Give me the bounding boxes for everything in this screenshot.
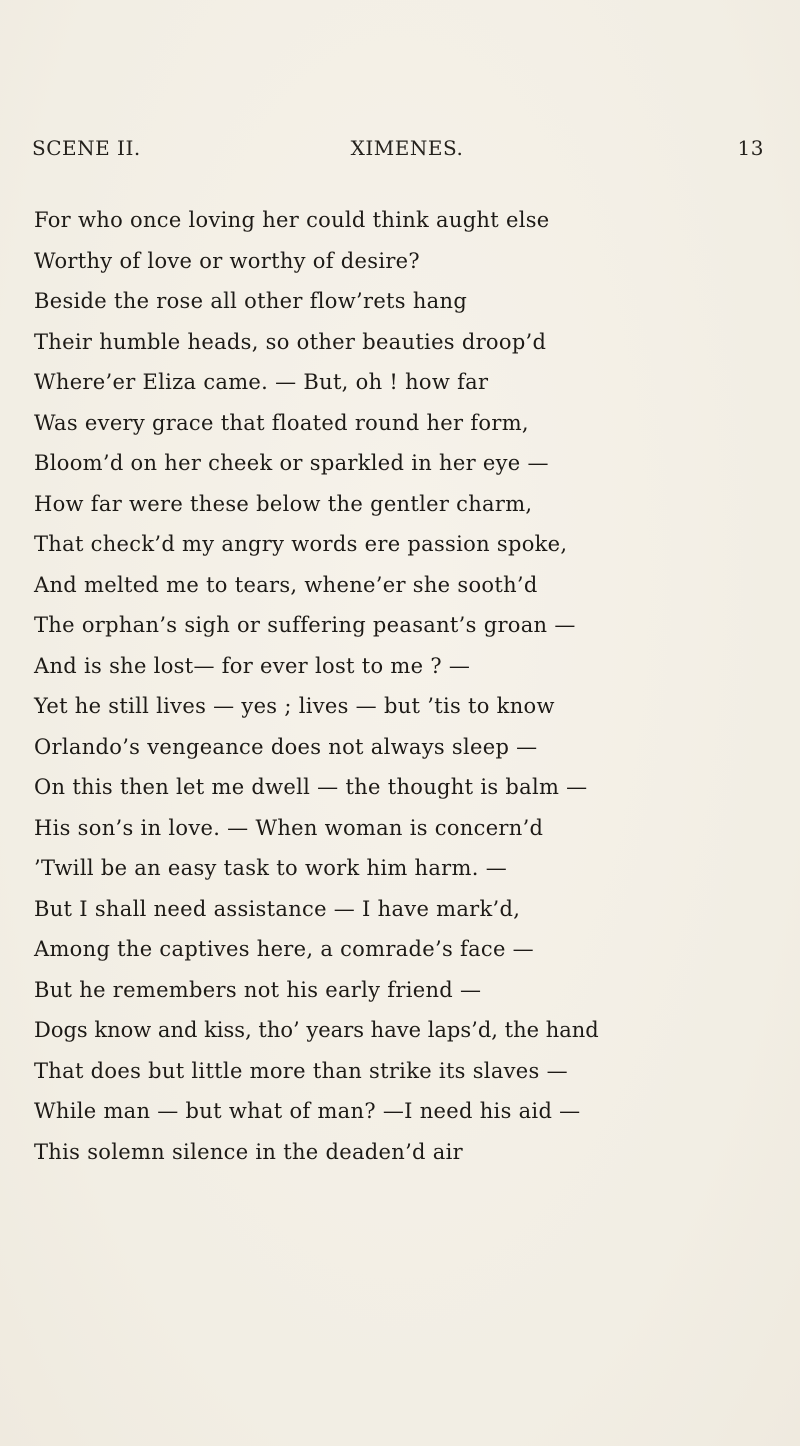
verse-line: And is she lost— for ever lost to me ? —: [34, 653, 471, 678]
verse-line: The orphan’s sigh or suffering peasant’s groan —: [34, 613, 576, 637]
running-header: [32, 136, 764, 166]
verse-body: [34, 200, 774, 1172]
verse-line: Was every grace that floated round her form,: [34, 410, 529, 435]
verse-line: Among the captives here, a comrade’s face —: [34, 937, 534, 961]
verse-line: His son’s in love. — When woman is concern’d: [34, 815, 544, 840]
verse-line: But I shall need assistance — I have mark’d,: [34, 896, 521, 921]
verse-line: But he remembers not his early friend —: [34, 977, 482, 1002]
verse-line: Yet he still lives — yes ; lives — but ’tis to know: [34, 694, 555, 718]
scene-label: SCENE II.: [32, 136, 141, 160]
verse-line: Worthy of love or worthy of desire?: [34, 248, 420, 273]
verse-line: This solemn silence in the deaden’d air: [34, 1139, 463, 1164]
page-number: 13: [737, 136, 764, 160]
verse-line: For who once loving her could think aught else: [34, 208, 550, 232]
verse-line: And melted me to tears, whene’er she sooth’d: [34, 572, 538, 597]
verse-line: How far were these below the gentler charm,: [34, 491, 533, 516]
verse-line: ’Twill be an easy task to work him harm. —: [34, 856, 507, 880]
verse-line: While man — but what of man? —I need his aid —: [34, 1099, 581, 1123]
verse-line: Beside the rose all other flow’rets hang: [34, 289, 468, 313]
verse-line: That does but little more than strike its slaves —: [34, 1058, 568, 1083]
verse-line: Where’er Eliza came. — But, oh ! how far: [34, 370, 489, 394]
verse-line: Bloom’d on her cheek or sparkled in her eye —: [34, 451, 549, 475]
verse-line: Dogs know and kiss, tho’ years have laps’d, the hand: [34, 1018, 599, 1042]
verse-line: On this then let me dwell — the thought is balm —: [34, 775, 588, 799]
running-title: XIMENES.: [350, 136, 464, 160]
verse-line: Orlando’s vengeance does not always sleep —: [34, 734, 538, 759]
verse-line: That check’d my angry words ere passion spoke,: [34, 532, 568, 556]
verse-line: Their humble heads, so other beauties droop’d: [34, 329, 547, 354]
